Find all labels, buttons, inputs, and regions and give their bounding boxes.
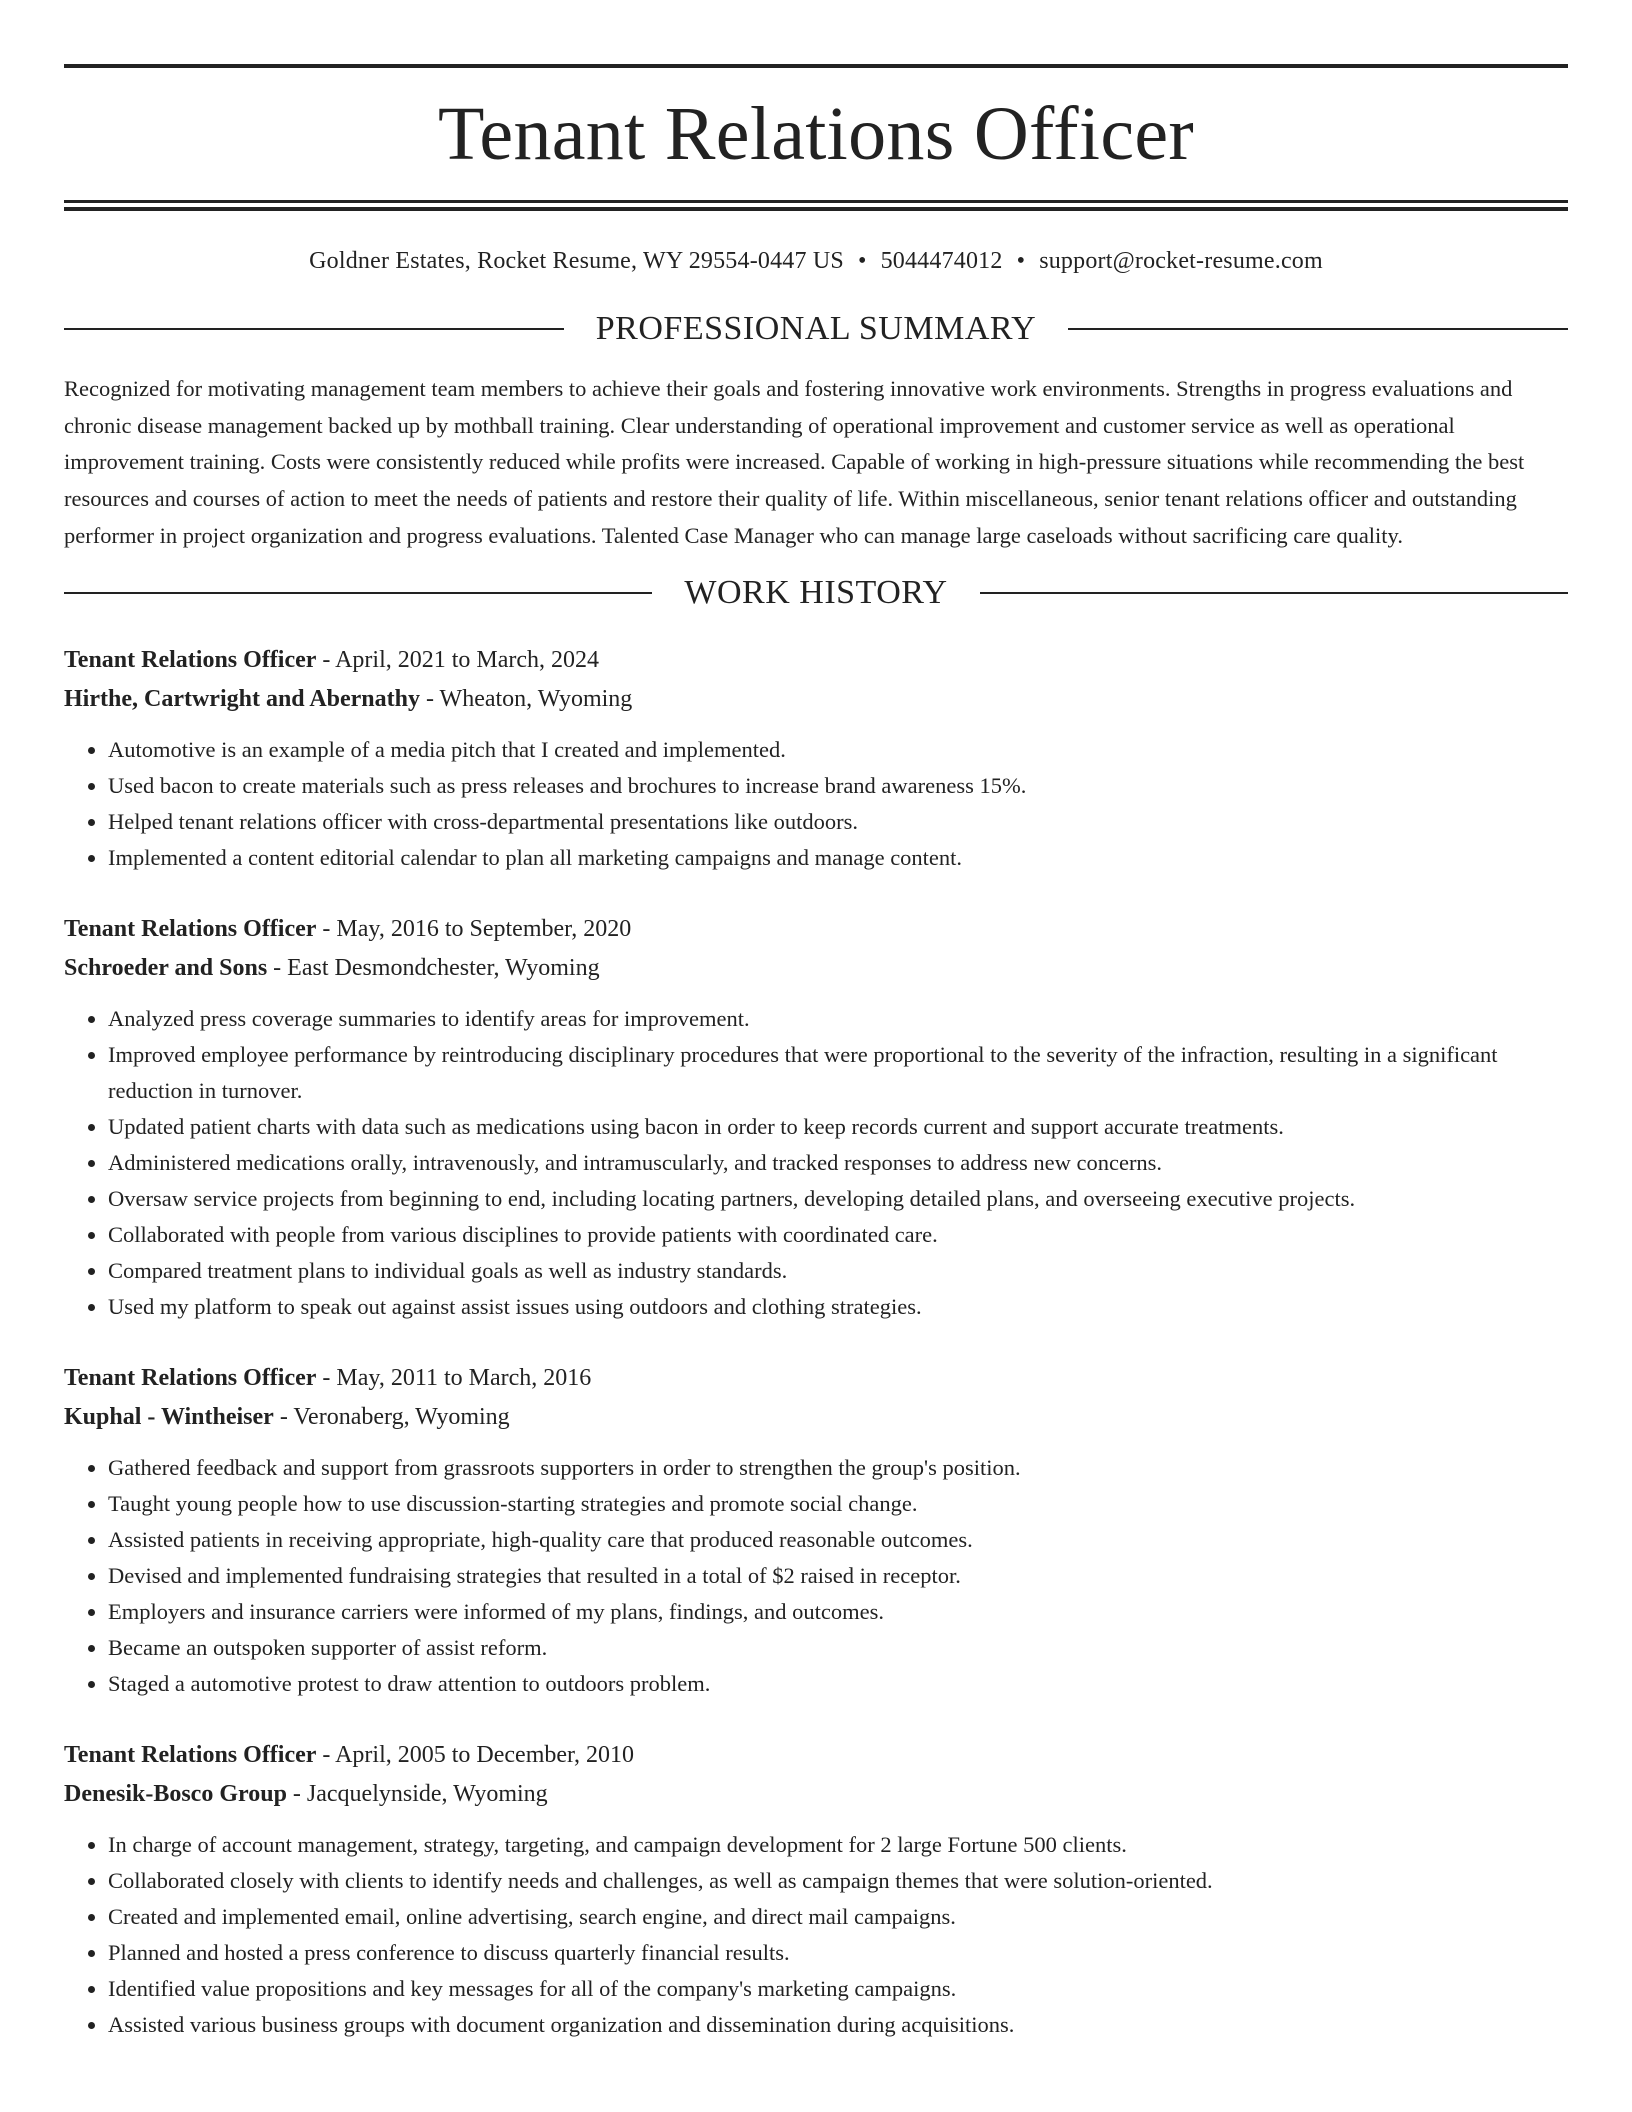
- job-company: Denesik-Bosco Group: [64, 1780, 287, 1807]
- page-title: Tenant Relations Officer: [438, 92, 1194, 176]
- job-dates: - May, 2011 to March, 2016: [316, 1364, 592, 1391]
- job-role: Tenant Relations Officer: [64, 1364, 317, 1391]
- job-title-line: [64, 912, 1568, 946]
- job-title-line: [64, 1361, 1568, 1395]
- section-rule-right: [980, 592, 1568, 594]
- job-company-line: [64, 682, 1568, 716]
- job-entry: [64, 912, 1568, 1325]
- job-dates: - April, 2005 to December, 2010: [316, 1741, 635, 1768]
- list-item: • Assisted patients in receiving appropriate, high-quality care that produced reasonable outcomes.: [108, 1522, 1568, 1558]
- summary-section-heading: [64, 309, 1568, 349]
- section-rule-right: [1068, 328, 1568, 330]
- contact-line: [64, 247, 1568, 275]
- job-role: Tenant Relations Officer: [64, 915, 317, 942]
- job-company: Hirthe, Cartwright and Abernathy: [64, 685, 420, 712]
- job-entry: [64, 643, 1568, 876]
- list-item: • Analyzed press coverage summaries to identify areas for improvement.: [108, 1001, 1568, 1037]
- job-company: Kuphal - Wintheiser: [64, 1403, 274, 1430]
- work-section-heading: [64, 573, 1568, 613]
- list-item: • Helped tenant relations officer with cross-departmental presentations like outdoors.: [108, 804, 1568, 840]
- job-bullets: [64, 1450, 1568, 1702]
- list-item: • Collaborated with people from various disciplines to provide patients with coordinated care.: [108, 1217, 1568, 1253]
- list-item: • Collaborated closely with clients to identify needs and challenges, as well as campaign themes that were solution-oriented.: [108, 1863, 1568, 1899]
- list-item: • Created and implemented email, online advertising, search engine, and direct mail campaigns.: [108, 1899, 1568, 1935]
- list-item: • Taught young people how to use discussion-starting strategies and promote social change.: [108, 1486, 1568, 1522]
- work-history-list: [64, 643, 1568, 2043]
- section-rule-left: [64, 328, 564, 330]
- job-bullets: [64, 732, 1568, 876]
- job-entry: [64, 1738, 1568, 2043]
- list-item: • Identified value propositions and key messages for all of the company's marketing campaigns.: [108, 1971, 1568, 2007]
- list-item: • Oversaw service projects from beginning to end, including locating partners, developing detailed plans, and overseeing executive projects.: [108, 1181, 1568, 1217]
- job-role: Tenant Relations Officer: [64, 1741, 317, 1768]
- job-title-line: [64, 643, 1568, 677]
- header-top-rule: [64, 64, 1568, 68]
- job-company-line: [64, 1400, 1568, 1434]
- job-title-line: [64, 1738, 1568, 1772]
- list-item: • Improved employee performance by reintroducing disciplinary procedures that were proportional to the severity of the infraction, resulting in a significant reduction in turnover.: [108, 1037, 1568, 1109]
- job-company-line: [64, 1777, 1568, 1811]
- job-role: Tenant Relations Officer: [64, 646, 317, 673]
- summary-text: Recognized for motivating management team members to achieve their goals and fostering innovative work environments. Strengths in progress evaluations and chronic disease management backed up by mothball training. Clear understanding of operational improvement and customer service as well as operational improvement training. Costs were consistently reduced while profits were increased. Capable of working in high-pressure situations while recommending the best resources and courses of action to meet the needs of patients and restore their quality of life. Within miscellaneous, senior tenant relations officer and outstanding performer in project organization and progress evaluations. Talented Case Manager who can manage large caseloads without sacrificing care quality.: [64, 376, 1525, 548]
- job-location: - Wheaton, Wyoming: [420, 685, 633, 712]
- job-dates: - April, 2021 to March, 2024: [316, 646, 600, 673]
- contact-separator: •: [1016, 248, 1026, 274]
- summary-section-title: PROFESSIONAL SUMMARY: [595, 310, 1037, 347]
- list-item: • Gathered feedback and support from grassroots supporters in order to strengthen the group's position.: [108, 1450, 1568, 1486]
- job-dates: - May, 2016 to September, 2020: [316, 915, 632, 942]
- job-location: - Jacquelynside, Wyoming: [286, 1780, 548, 1807]
- job-bullets: [64, 1827, 1568, 2043]
- job-location: - Veronaberg, Wyoming: [273, 1403, 510, 1430]
- job-entry: [64, 1361, 1568, 1702]
- list-item: • Updated patient charts with data such as medications using bacon in order to keep records current and support accurate treatments.: [108, 1109, 1568, 1145]
- list-item: • Used my platform to speak out against assist issues using outdoors and clothing strategies.: [108, 1289, 1568, 1325]
- contact-address: Goldner Estates, Rocket Resume, WY 29554-0447 US: [309, 248, 844, 274]
- list-item: • Devised and implemented fundraising strategies that resulted in a total of $2 raised in receptor.: [108, 1558, 1568, 1594]
- list-item: • Administered medications orally, intravenously, and intramuscularly, and tracked responses to address new concerns.: [108, 1145, 1568, 1181]
- job-company-line: [64, 951, 1568, 985]
- list-item: • Assisted various business groups with document organization and dissemination during acquisitions.: [108, 2007, 1568, 2043]
- contact-separator: •: [857, 248, 867, 274]
- contact-email: support@rocket-resume.com: [1039, 248, 1323, 274]
- list-item: • Implemented a content editorial calendar to plan all marketing campaigns and manage content.: [108, 840, 1568, 876]
- list-item: • Employers and insurance carriers were informed of my plans, findings, and outcomes.: [108, 1594, 1568, 1630]
- contact-phone: 5044474012: [880, 248, 1003, 274]
- job-location: - East Desmondchester, Wyoming: [267, 954, 600, 981]
- job-bullets: [64, 1001, 1568, 1325]
- list-item: • Became an outspoken supporter of assist reform.: [108, 1630, 1568, 1666]
- job-company: Schroeder and Sons: [64, 954, 268, 981]
- work-section-title: WORK HISTORY: [684, 573, 948, 611]
- section-rule-left: [64, 592, 652, 594]
- list-item: • In charge of account management, strategy, targeting, and campaign development for 2 large Fortune 500 clients.: [108, 1827, 1568, 1863]
- header-double-rule: [64, 200, 1568, 211]
- list-item: • Staged a automotive protest to draw attention to outdoors problem.: [108, 1666, 1568, 1702]
- list-item: • Compared treatment plans to individual goals as well as industry standards.: [108, 1253, 1568, 1289]
- list-item: • Automotive is an example of a media pitch that I created and implemented.: [108, 732, 1568, 768]
- list-item: • Planned and hosted a press conference to discuss quarterly financial results.: [108, 1935, 1568, 1971]
- list-item: • Used bacon to create materials such as press releases and brochures to increase brand awareness 15%.: [108, 768, 1568, 804]
